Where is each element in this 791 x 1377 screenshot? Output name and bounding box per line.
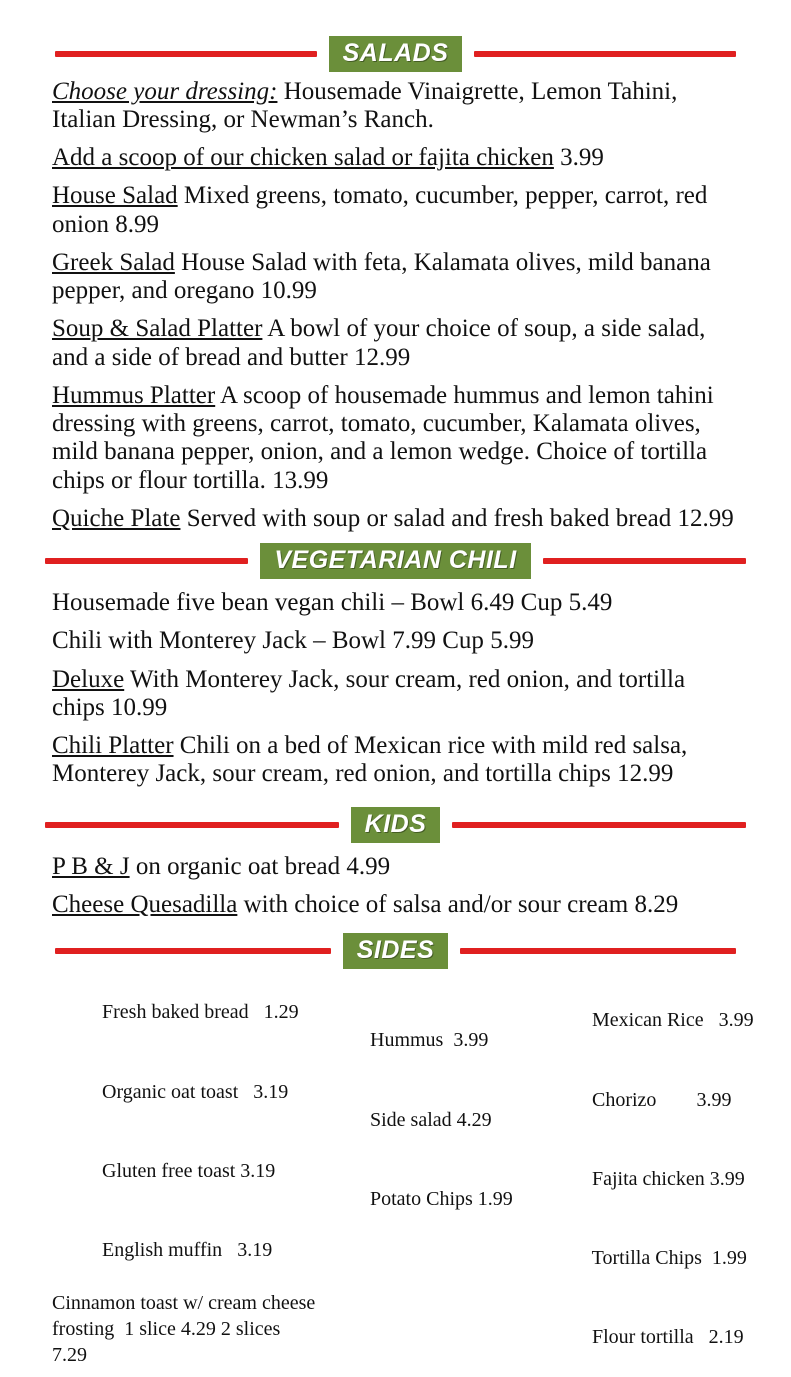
item-name: Potato Chips bbox=[370, 1187, 473, 1210]
dressing-note bbox=[0, 78, 791, 134]
item-price-cup: 5.49 bbox=[568, 589, 613, 616]
section-header-chili bbox=[0, 543, 791, 579]
menu-item-quiche-plate bbox=[0, 505, 791, 533]
item-price: 8.29 bbox=[634, 890, 679, 918]
item-price: 13.99 bbox=[272, 466, 329, 494]
cup-label: Cup bbox=[436, 627, 491, 655]
decor-rule-right bbox=[460, 948, 736, 954]
price1: 4.29 bbox=[180, 1318, 216, 1341]
decor-rule-left bbox=[45, 558, 248, 564]
dressing-label: Choose your dressing: bbox=[52, 78, 278, 105]
menu-item-add-scoop bbox=[0, 144, 791, 172]
item-price: 10.99 bbox=[111, 693, 168, 721]
item-desc: with choice of salsa and/or sour cream bbox=[237, 890, 635, 918]
item-name: Quiche Plate bbox=[52, 504, 181, 532]
item-desc: With Monterey Jack, sour cream, red onion, and tortilla chips bbox=[52, 665, 686, 721]
sides-column-2 bbox=[320, 973, 542, 1239]
decor-rule-left bbox=[45, 822, 339, 828]
item-price: 4.99 bbox=[346, 852, 391, 880]
item-price-bowl: 7.99 bbox=[392, 627, 436, 655]
item-name: Deluxe bbox=[52, 665, 125, 693]
item-price: 3.99 bbox=[696, 1088, 732, 1111]
price2: 7.29 bbox=[52, 1344, 87, 1367]
decor-rule-right bbox=[474, 51, 736, 57]
section-header-kids bbox=[0, 807, 791, 843]
menu-item-deluxe bbox=[0, 666, 791, 723]
item-desc: Served with soup or salad and fresh baked bread bbox=[180, 504, 678, 532]
item-price: 12.99 bbox=[617, 760, 674, 788]
side-item bbox=[542, 981, 754, 1060]
item-price: 10.99 bbox=[260, 277, 317, 304]
item-price: 1.99 bbox=[711, 1246, 747, 1269]
price2-label: 2 slices bbox=[220, 1318, 281, 1341]
menu-item-vegan-chili bbox=[0, 589, 791, 617]
side-item bbox=[320, 1080, 542, 1159]
item-price: 1.99 bbox=[477, 1187, 513, 1210]
side-item bbox=[542, 1139, 754, 1218]
item-price: 3.99 bbox=[709, 1167, 745, 1190]
item-desc: House Salad with feta, Kalamata olives, mild banana pepper, and oregano bbox=[52, 248, 711, 304]
item-name: Greek Salad bbox=[52, 248, 175, 276]
item-price: 1.29 bbox=[263, 1001, 299, 1024]
item-name: Hummus Platter bbox=[52, 381, 216, 409]
menu-item-cheese-quesadilla bbox=[0, 891, 791, 919]
decor-rule-right bbox=[543, 558, 746, 564]
item-name: Side salad bbox=[370, 1108, 452, 1131]
item-name: Tortilla Chips bbox=[591, 1246, 702, 1269]
menu-item-house-salad bbox=[0, 182, 791, 239]
menu-item-hummus-platter bbox=[0, 382, 791, 495]
section-title-salads: SALADS bbox=[329, 36, 463, 72]
decor-rule-left bbox=[55, 51, 317, 57]
section-title-chili: VEGETARIAN CHILI bbox=[260, 543, 530, 579]
item-price: 12.99 bbox=[353, 343, 411, 371]
item-name: Chorizo bbox=[592, 1088, 657, 1111]
item-name: House Salad bbox=[52, 182, 178, 210]
item-name: Cheese Quesadilla bbox=[52, 890, 238, 918]
item-desc: Housemade five bean vegan chili – Bowl bbox=[52, 589, 471, 616]
menu-item-chili-monterey-jack bbox=[0, 627, 791, 655]
side-item bbox=[320, 1001, 542, 1080]
item-name: English muffin bbox=[102, 1238, 223, 1261]
section-vegetarian-chili bbox=[0, 543, 791, 789]
item-name: Organic oat toast bbox=[102, 1080, 239, 1103]
item-name: Cinnamon toast w/ cream cheese frosting bbox=[52, 1291, 316, 1341]
item-price: 3.19 bbox=[253, 1080, 289, 1103]
item-desc: A scoop of housemade hummus and lemon tahini dressing with greens, carrot, tomato, cucumber, Kalamata olives, mild banana pepper, onion, and a lemon wedge. Choice of tortilla chips or flour tortilla. bbox=[52, 381, 714, 494]
sides-grid bbox=[0, 969, 791, 1377]
item-price: 3.19 bbox=[237, 1238, 273, 1261]
side-item bbox=[320, 1159, 542, 1238]
section-header-salads bbox=[0, 36, 791, 72]
side-item-cinnamon-toast bbox=[52, 1290, 320, 1369]
item-desc: Mixed greens, tomato, cucumber, pepper, carrot, red onion bbox=[52, 182, 708, 238]
item-desc: Chili with Monterey Jack – Bowl bbox=[52, 627, 393, 655]
side-item bbox=[52, 973, 320, 1052]
menu-page bbox=[0, 36, 791, 1367]
section-title-sides: SIDES bbox=[343, 933, 449, 969]
section-kids bbox=[0, 807, 791, 920]
item-price-cup: 5.99 bbox=[490, 627, 534, 655]
item-name: Chili Platter bbox=[52, 732, 174, 759]
side-item bbox=[542, 1219, 754, 1298]
item-name: Soup & Salad Platter bbox=[52, 315, 263, 343]
dressing-options: Housemade Vinaigrette, Lemon Tahini, Italian Dressing, or Newman’s Ranch. bbox=[52, 78, 678, 133]
item-desc: on organic oat bread bbox=[129, 852, 347, 880]
side-item bbox=[542, 1060, 754, 1139]
section-sides bbox=[0, 933, 791, 1377]
item-price: 3.19 bbox=[240, 1159, 276, 1182]
item-name: Fajita chicken bbox=[592, 1167, 705, 1190]
side-item bbox=[52, 1131, 320, 1210]
side-item bbox=[52, 1211, 320, 1290]
section-header-sides bbox=[0, 933, 791, 969]
item-price: 4.29 bbox=[456, 1108, 492, 1131]
side-item bbox=[52, 1052, 320, 1131]
section-title-kids: KIDS bbox=[351, 807, 441, 843]
menu-item-greek-salad bbox=[0, 249, 791, 306]
item-price: 8.99 bbox=[115, 210, 159, 238]
item-price-bowl: 6.49 bbox=[470, 589, 515, 616]
item-price: 3.99 bbox=[718, 1009, 754, 1032]
decor-rule-left bbox=[55, 948, 331, 954]
menu-item-pbj bbox=[0, 853, 791, 881]
item-price: 3.99 bbox=[560, 144, 604, 171]
side-item bbox=[542, 1298, 754, 1377]
price1-label: 1 slice bbox=[124, 1318, 176, 1341]
sides-column-3 bbox=[542, 973, 754, 1377]
item-price: 12.99 bbox=[677, 504, 734, 532]
item-name: Flour tortilla bbox=[592, 1326, 694, 1349]
decor-rule-right bbox=[452, 822, 746, 828]
item-price: 2.19 bbox=[708, 1326, 744, 1349]
section-salads bbox=[0, 36, 791, 533]
item-name: Add a scoop of our chicken salad or fajita chicken bbox=[52, 144, 554, 171]
item-name: Gluten free toast bbox=[102, 1159, 236, 1182]
item-name: Hummus bbox=[370, 1029, 444, 1052]
menu-item-chili-platter bbox=[0, 732, 791, 789]
item-desc: A bowl of your choice of soup, a side salad, and a side of bread and butter bbox=[52, 315, 706, 371]
item-name: Mexican Rice bbox=[592, 1009, 704, 1032]
item-desc: Chili on a bed of Mexican rice with mild red salsa, Monterey Jack, sour cream, red onion, and tortilla chips bbox=[52, 732, 688, 788]
sides-column-1 bbox=[52, 973, 320, 1369]
item-name: Fresh baked bread bbox=[102, 1001, 249, 1024]
cup-label: Cup bbox=[514, 589, 569, 616]
item-name: P B & J bbox=[52, 852, 130, 880]
item-price: 3.99 bbox=[453, 1029, 489, 1052]
menu-item-soup-salad-platter bbox=[0, 315, 791, 372]
